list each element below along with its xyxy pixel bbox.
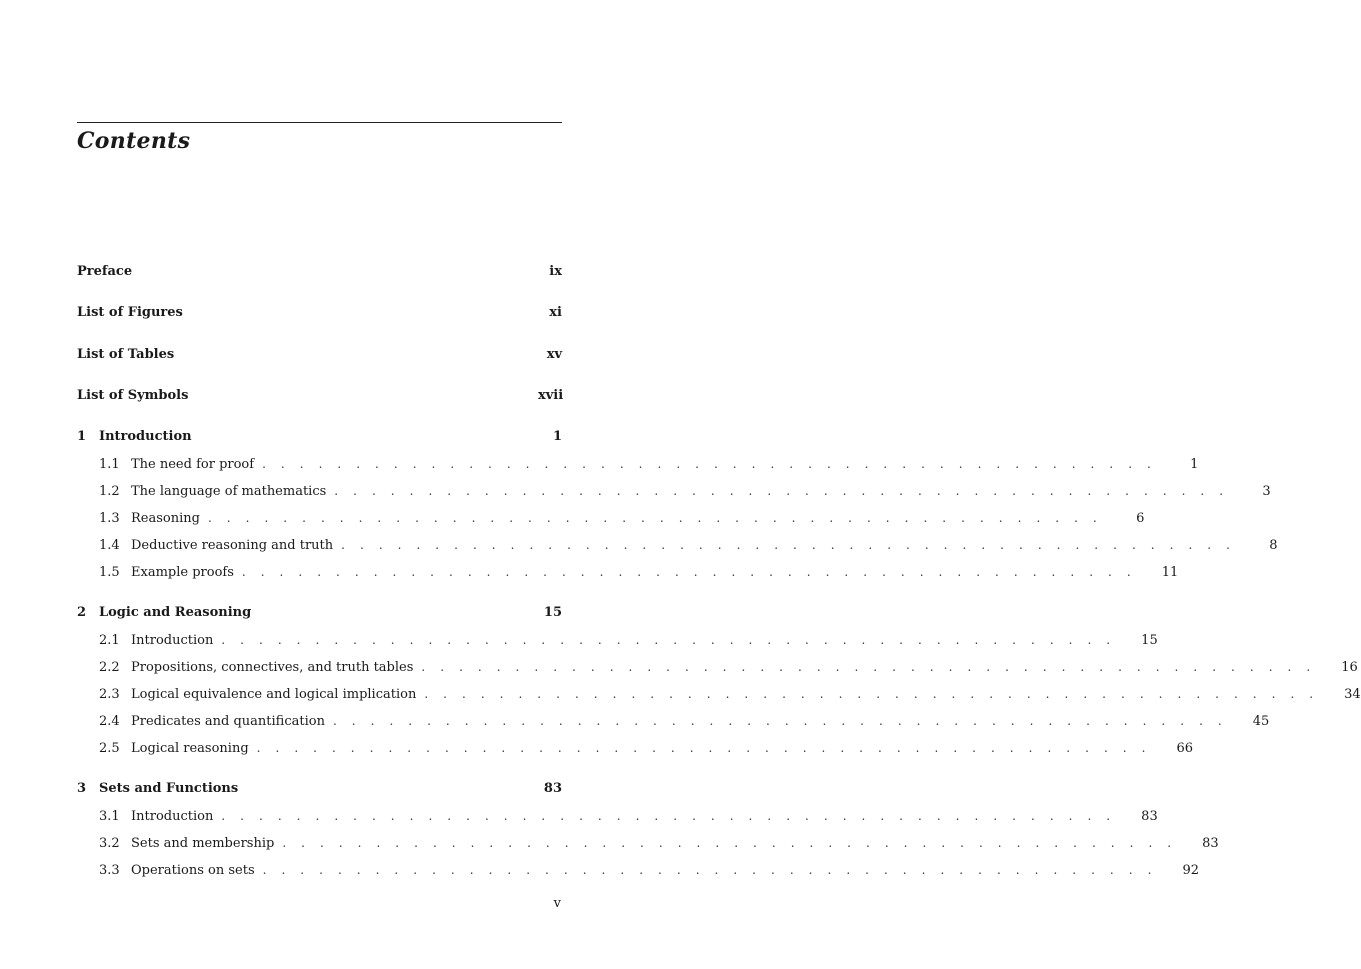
section-title: Logical equivalence and logical implication bbox=[131, 687, 417, 702]
chapter-number: 2 bbox=[77, 605, 87, 620]
chapter-title: Sets and Functions bbox=[99, 781, 239, 796]
section-number: 3.3 bbox=[99, 863, 120, 878]
section-number: 1.1 bbox=[99, 457, 120, 472]
toc-section-1-1[interactable] bbox=[77, 454, 1199, 474]
dot-leader: . . . . . . . . . . . . . . . . . . . . . . . . . . . . . . . . . . . . . . . . . . . . . . . . bbox=[282, 836, 1177, 850]
entry-page: ix bbox=[549, 264, 562, 279]
toc-section-2-1[interactable] bbox=[77, 630, 1158, 650]
toc-section-2-3[interactable] bbox=[77, 684, 1361, 704]
section-number: 2.3 bbox=[99, 687, 120, 702]
dot-leader: . . . . . . . . . . . . . . . . . . . . . . . . . . . . . . . . . . . . . . . . . . . . . . . . bbox=[207, 511, 1103, 525]
toc-section-1-3[interactable] bbox=[77, 508, 1145, 528]
section-title: Propositions, connectives, and truth tables bbox=[131, 660, 414, 675]
section-title: Logical reasoning bbox=[131, 741, 249, 756]
section-page: 45 bbox=[1252, 714, 1270, 729]
section-number: 2.4 bbox=[99, 714, 120, 729]
section-title: The language of mathematics bbox=[131, 484, 327, 499]
dot-leader: . . . . . . . . . . . . . . . . . . . . . . . . . . . . . . . . . . . . . . . . . . . . . . . . bbox=[221, 633, 1116, 647]
dot-leader: . . . . . . . . . . . . . . . . . . . . . . . . . . . . . . . . . . . . . . . . . . . . . . . . bbox=[241, 565, 1137, 579]
section-page: 1 bbox=[1190, 457, 1199, 472]
toc-entry-list-of-symbols[interactable] bbox=[77, 386, 562, 406]
toc-section-3-3[interactable] bbox=[77, 860, 1199, 880]
section-page: 66 bbox=[1176, 741, 1194, 756]
dot-leader: . . . . . . . . . . . . . . . . . . . . . . . . . . . . . . . . . . . . . . . . . . . . . . . . bbox=[424, 687, 1319, 701]
toc-section-3-1[interactable] bbox=[77, 806, 1158, 826]
chapter-number: 1 bbox=[77, 429, 87, 444]
toc-section-2-2[interactable] bbox=[77, 657, 1358, 677]
page-number: v bbox=[553, 896, 561, 911]
section-number: 1.3 bbox=[99, 511, 120, 526]
heading-rule bbox=[77, 122, 562, 123]
toc-entry-list-of-tables[interactable] bbox=[77, 345, 562, 365]
toc-entry-preface[interactable] bbox=[77, 262, 562, 282]
section-title: Deductive reasoning and truth bbox=[131, 538, 334, 553]
chapter-title: Introduction bbox=[99, 429, 192, 444]
chapter-page: 83 bbox=[543, 781, 562, 796]
chapter-page: 15 bbox=[543, 605, 562, 620]
toc-section-3-2[interactable] bbox=[77, 833, 1219, 853]
dot-leader: . . . . . . . . . . . . . . . . . . . . . . . . . . . . . . . . . . . . . . . . . . . . . . . . bbox=[421, 660, 1316, 674]
dot-leader: . . . . . . . . . . . . . . . . . . . . . . . . . . . . . . . . . . . . . . . . . . . . . . . . bbox=[262, 863, 1157, 877]
section-number: 3.1 bbox=[99, 809, 120, 824]
section-title: The need for proof bbox=[131, 457, 255, 472]
dot-leader: . . . . . . . . . . . . . . . . . . . . . . . . . . . . . . . . . . . . . . . . . . . . . . . . bbox=[256, 741, 1152, 755]
section-number: 2.5 bbox=[99, 741, 120, 756]
section-title: Sets and membership bbox=[131, 836, 275, 851]
section-page: 11 bbox=[1161, 565, 1179, 580]
entry-title: List of Figures bbox=[77, 305, 183, 320]
toc-section-1-4[interactable] bbox=[77, 535, 1278, 555]
chapter-title: Logic and Reasoning bbox=[99, 605, 252, 620]
toc-entry-list-of-figures[interactable] bbox=[77, 303, 562, 323]
dot-leader: . . . . . . . . . . . . . . . . . . . . . . . . . . . . . . . . . . . . . . . . . . . . . . . . bbox=[332, 714, 1228, 728]
section-number: 1.2 bbox=[99, 484, 120, 499]
toc-section-2-4[interactable] bbox=[77, 711, 1270, 731]
entry-page: xvii bbox=[538, 388, 564, 403]
dot-leader: . . . . . . . . . . . . . . . . . . . . . . . . . . . . . . . . . . . . . . . . . . . . . . . . bbox=[262, 457, 1157, 471]
section-number: 1.5 bbox=[99, 565, 120, 580]
chapter-number: 3 bbox=[77, 781, 87, 796]
section-title: Example proofs bbox=[131, 565, 234, 580]
dot-leader: . . . . . . . . . . . . . . . . . . . . . . . . . . . . . . . . . . . . . . . . . . . . . . . . bbox=[221, 809, 1116, 823]
dot-leader: . . . . . . . . . . . . . . . . . . . . . . . . . . . . . . . . . . . . . . . . . . . . . . . . bbox=[341, 538, 1236, 552]
toc-chapter-1[interactable] bbox=[77, 427, 562, 447]
section-page: 92 bbox=[1182, 863, 1199, 878]
section-page: 83 bbox=[1202, 836, 1219, 851]
section-page: 15 bbox=[1141, 633, 1158, 648]
section-number: 3.2 bbox=[99, 836, 120, 851]
toc-section-1-2[interactable] bbox=[77, 481, 1271, 501]
entry-title: List of Symbols bbox=[77, 388, 189, 403]
section-title: Introduction bbox=[131, 633, 214, 648]
toc-chapter-3[interactable] bbox=[77, 779, 562, 799]
page-title: Contents bbox=[77, 128, 191, 154]
section-title: Predicates and quantification bbox=[131, 714, 325, 729]
section-page: 16 bbox=[1341, 660, 1358, 675]
section-number: 1.4 bbox=[99, 538, 120, 553]
section-title: Reasoning bbox=[131, 511, 200, 526]
dot-leader: . . . . . . . . . . . . . . . . . . . . . . . . . . . . . . . . . . . . . . . . . . . . . . . . bbox=[334, 484, 1229, 498]
toc-chapter-2[interactable] bbox=[77, 603, 562, 623]
section-title: Operations on sets bbox=[131, 863, 255, 878]
toc-section-2-5[interactable] bbox=[77, 738, 1194, 758]
section-number: 2.1 bbox=[99, 633, 120, 648]
entry-title: List of Tables bbox=[77, 347, 175, 362]
section-page: 8 bbox=[1269, 538, 1278, 553]
toc-section-1-5[interactable] bbox=[77, 562, 1179, 582]
section-page: 3 bbox=[1262, 484, 1271, 499]
section-page: 34 bbox=[1344, 687, 1361, 702]
section-page: 6 bbox=[1136, 511, 1145, 526]
section-title: Introduction bbox=[131, 809, 214, 824]
section-number: 2.2 bbox=[99, 660, 120, 675]
entry-page: xv bbox=[546, 347, 562, 362]
entry-title: Preface bbox=[77, 264, 133, 279]
chapter-page: 1 bbox=[552, 429, 562, 444]
section-page: 83 bbox=[1141, 809, 1158, 824]
entry-page: xi bbox=[549, 305, 562, 320]
